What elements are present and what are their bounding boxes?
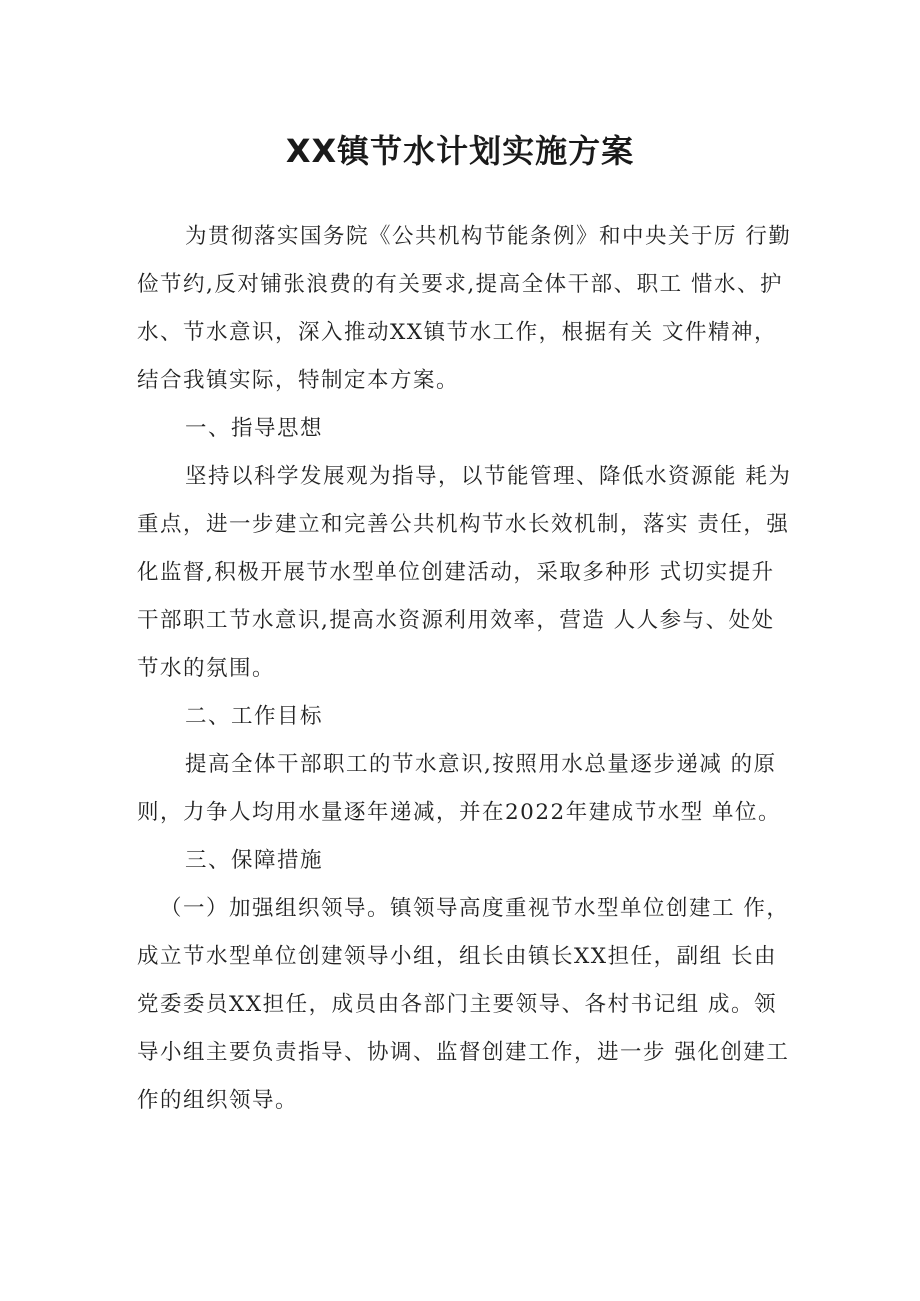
intro-line-3: 水、节水意识，深入推动XX镇节水工作，根据有关 文件精神，: [137, 320, 777, 345]
document-title: XX镇节水计划实施方案: [285, 132, 635, 170]
section3-line-3: 党委委员XX担任，成员由各部门主要领导、各村书记组 成。领: [137, 992, 777, 1017]
intro-line-2: 俭节约,反对铺张浪费的有关要求,提高全体干部、职工 惜水、护: [137, 272, 784, 297]
section-heading-2: 二、工作目标: [185, 704, 324, 729]
section3-line-2: 成立节水型单位创建领导小组，组长由镇长XX担任，副组 长由: [137, 944, 777, 969]
intro-line-1: 为贯彻落实国务院《公共机构节能条例》和中央关于厉 行勤: [185, 224, 792, 249]
section1-line-3: 化监督,积极开展节水型单位创建活动，采取多种形 式切实提升: [137, 560, 775, 585]
section1-line-1: 坚持以科学发展观为指导，以节能管理、降低水资源能 耗为: [185, 464, 792, 489]
section3-line-4: 导小组主要负责指导、协调、监督创建工作，进一步 强化创建工: [137, 1040, 790, 1065]
section1-line-5: 节水的氛围。: [137, 656, 276, 681]
section3-line-1: （一）加强组织领导。镇领导高度重视节水型单位创建工 作，: [160, 896, 790, 921]
section-heading-3: 三、保障措施: [185, 848, 324, 873]
section2-line-1: 提高全体干部职工的节水意识,按照用水总量逐步递减 的原: [185, 752, 777, 777]
section2-line-2: 则，力争人均用水量逐年递减，并在2022年建成节水型 单位。: [137, 800, 782, 825]
intro-line-4: 结合我镇实际，特制定本方案。: [137, 368, 460, 393]
section1-line-2: 重点，进一步建立和完善公共机构节水长效机制，落实 责任，强: [137, 512, 790, 537]
section3-line-5: 作的组织领导。: [137, 1088, 299, 1113]
section1-line-4: 干部职工节水意识,提高水资源利用效率，营造 人人参与、处处: [137, 608, 775, 633]
section-heading-1: 一、指导思想: [185, 416, 324, 441]
